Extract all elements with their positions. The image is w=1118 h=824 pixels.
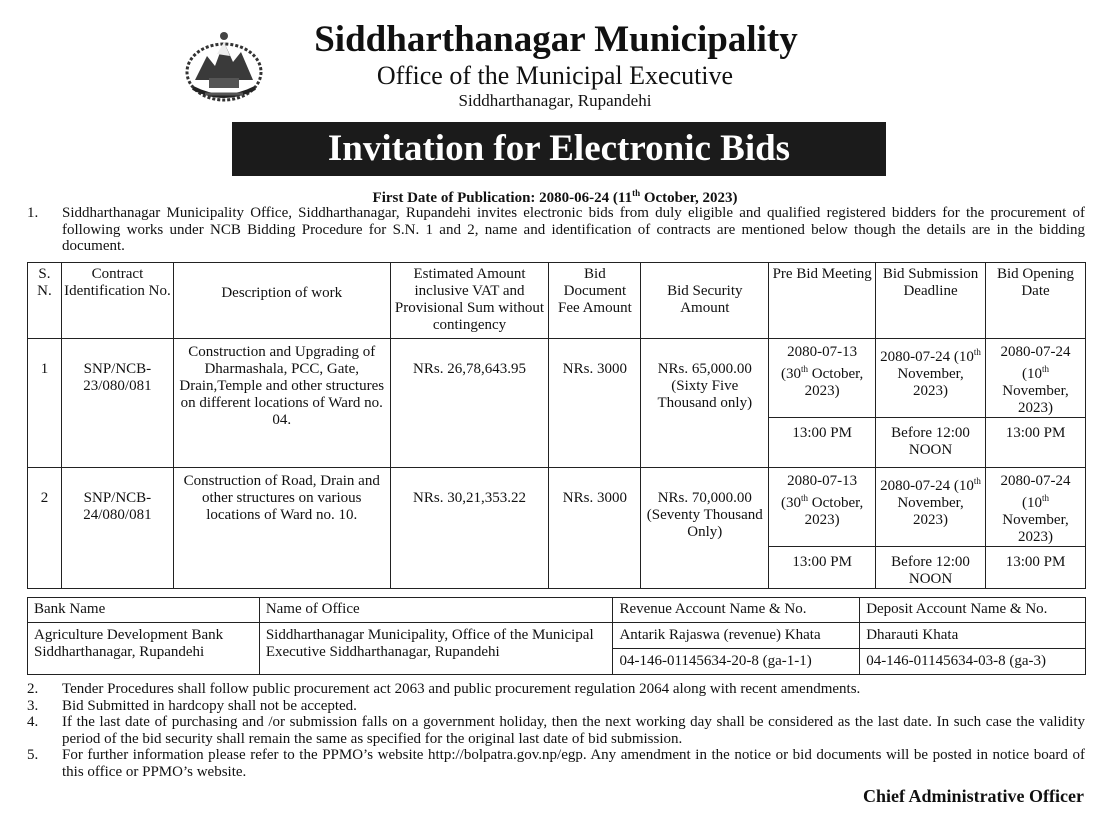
bid-table [27, 262, 1086, 589]
header-contract-id: Contract Identification No. [61, 263, 173, 339]
notes-list [27, 681, 1085, 781]
signatory-title: Chief Administrative Officer [863, 786, 1084, 806]
bank-account-table [27, 597, 1086, 675]
cell-opening-time: 13:00 PM [986, 547, 1086, 589]
note-number: 4. [27, 714, 39, 731]
list-item [27, 747, 1085, 780]
paragraph-text: Siddharthanagar Municipality Office, Siddharthanagar, Rupandehi invites electronic bids from duly eligible and qualified registered bidders for the procurement of following works under NCB Bidding Procedure for S.N. 1 and 2, name and identification of contracts are mentioned below though the details are in the bidding document. [62, 205, 1085, 255]
intro-paragraph [27, 205, 1085, 257]
note-text: Tender Procedures shall follow public procurement act 2063 and public procurement regulation 2064 along with recent amendments. [62, 681, 861, 697]
paragraph-number: 1. [27, 205, 39, 221]
cell-estimated-amount: NRs. 30,21,353.22 [390, 468, 549, 589]
deposit-account-number: 04-146-01145634-03-8 (ga-3) [860, 649, 1086, 675]
cell-submission-date: 2080-07-24 (10th November, 2023) [876, 468, 986, 547]
note-text: Bid Submitted in hardcopy shall not be accepted. [62, 697, 357, 714]
revenue-account-name: Antarik Rajaswa (revenue) Khata [613, 623, 860, 649]
list-item [27, 681, 1085, 698]
bank-header-row [28, 598, 1086, 623]
cell-document-fee: NRs. 3000 [549, 468, 641, 589]
cell-submission-time: Before 12:00 NOON [876, 547, 986, 589]
cell-estimated-amount: NRs. 26,78,643.95 [390, 339, 549, 468]
publication-date: First Date of Publication: 2080-06-24 (11th October, 2023) [372, 188, 738, 206]
deposit-account-name: Dharauti Khata [860, 623, 1086, 649]
note-number: 5. [27, 747, 39, 764]
note-text: For further information please refer to the PPMO’s website http://bolpatra.gov.np/egp. Any amendment in the notice or bid documents will be posted in notice board of this office or PPMO’s website. [62, 747, 1085, 780]
bank-header-revenue: Revenue Account Name & No. [613, 598, 860, 623]
header-document-fee: Bid Document Fee Amount [549, 263, 641, 339]
table-header-row [28, 263, 1086, 339]
header-pre-bid: Pre Bid Meeting [769, 263, 876, 339]
cell-sn: 2 [28, 468, 62, 589]
table-row [28, 339, 1086, 418]
header-opening-date: Bid Opening Date [986, 263, 1086, 339]
cell-pre-bid-time: 13:00 PM [769, 547, 876, 589]
cell-pre-bid-date: 2080-07-13 (30th October, 2023) [769, 339, 876, 418]
cell-description: Construction of Road, Drain and other structures on various locations of Ward no. 10. [173, 468, 390, 589]
cell-pre-bid-time: 13:00 PM [769, 418, 876, 468]
cell-pre-bid-date: 2080-07-13 (30th October, 2023) [769, 468, 876, 547]
header-submission-deadline: Bid Submission Deadline [876, 263, 986, 339]
bank-header-bank-name: Bank Name [28, 598, 260, 623]
note-text: If the last date of purchasing and /or submission falls on a government holiday, then the next working day shall be considered as the last date. In such case the validity period of the bid security shall remain the same as specified for the original last date of bid submission. [62, 714, 1085, 747]
bank-row [28, 623, 1086, 649]
note-number: 2. [27, 681, 39, 697]
cell-submission-date: 2080-07-24 (10th November, 2023) [876, 339, 986, 418]
cell-opening-time: 13:00 PM [986, 418, 1086, 468]
cell-sn: 1 [28, 339, 62, 468]
header-estimated-amount: Estimated Amount inclusive VAT and Provisional Sum without contingency [390, 263, 549, 339]
list-item [27, 698, 1085, 715]
cell-contract-id: SNP/NCB-24/080/081 [61, 468, 173, 589]
bank-name-cell: Agriculture Development Bank Siddharthanagar, Rupandehi [28, 623, 260, 675]
cell-document-fee: NRs. 3000 [549, 339, 641, 468]
cell-submission-time: Before 12:00 NOON [876, 418, 986, 468]
note-number: 3. [27, 697, 39, 714]
list-item [27, 714, 1085, 747]
revenue-account-number: 04-146-01145634-20-8 (ga-1-1) [613, 649, 860, 675]
table-row [28, 468, 1086, 547]
office-address: Siddharthanagar, Rupandehi [458, 91, 652, 110]
cell-description: Construction and Upgrading of Dharmashala, PCC, Gate, Drain,Temple and other structures on different locations of Ward no. 04. [173, 339, 390, 468]
cell-opening-date: 2080-07-24 (10th November, 2023) [986, 339, 1086, 418]
cell-contract-id: SNP/NCB-23/080/081 [61, 339, 173, 468]
header-description: Description of work [173, 263, 390, 339]
organization-name: Siddharthanagar Municipality [314, 19, 798, 60]
bank-header-deposit: Deposit Account Name & No. [860, 598, 1086, 623]
header-bid-security: Bid Security Amount [641, 263, 769, 339]
cell-bid-security: NRs. 70,000.00 (Seventy Thousand Only) [641, 468, 769, 589]
notice-title-banner: Invitation for Electronic Bids [232, 122, 886, 176]
office-name: Office of the Municipal Executive [376, 61, 734, 90]
header-sn: S. N. [28, 263, 62, 339]
cell-bid-security: NRs. 65,000.00 (Sixty Five Thousand only) [641, 339, 769, 468]
cell-opening-date: 2080-07-24 (10th November, 2023) [986, 468, 1086, 547]
bank-header-office: Name of Office [259, 598, 613, 623]
office-name-cell: Siddharthanagar Municipality, Office of the Municipal Executive Siddharthanagar, Rupandehi [259, 623, 613, 675]
